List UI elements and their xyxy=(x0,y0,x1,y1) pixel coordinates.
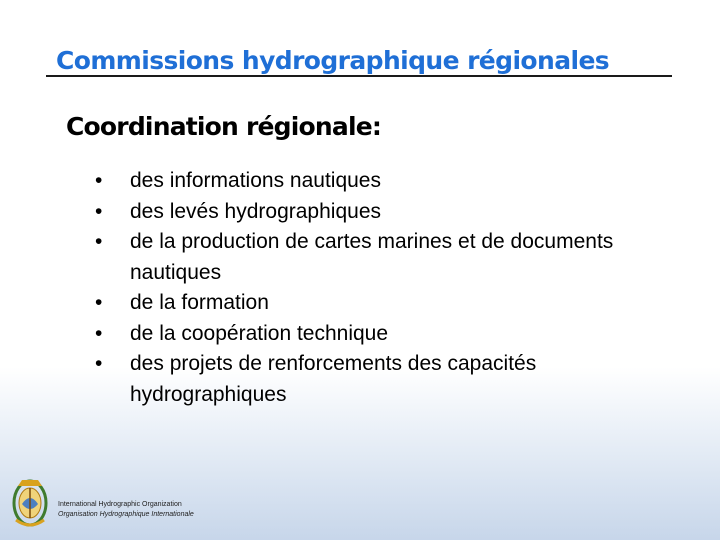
list-item xyxy=(92,166,652,197)
bullet-text: des projets de renforcements des capacités hydrographiques xyxy=(130,352,537,406)
bullet-marker: • xyxy=(95,230,103,253)
list-item xyxy=(92,197,652,228)
bullet-marker: • xyxy=(95,199,103,223)
list-item xyxy=(92,288,652,319)
list-item xyxy=(92,349,652,410)
footer-org-fr: Organisation Hydrographique Internationale xyxy=(58,511,194,518)
footer-org-text xyxy=(58,500,194,520)
list-item xyxy=(92,319,652,350)
slide-title: Commissions hydrographique régionales xyxy=(56,46,610,75)
bullet-marker: • xyxy=(95,291,103,314)
bullet-marker: • xyxy=(95,169,103,192)
bullet-text: des levés hydrographiques xyxy=(130,199,381,223)
bullet-text: de la formation xyxy=(130,291,269,314)
bullet-marker: • xyxy=(95,321,103,345)
bullet-text: des informations nautiques xyxy=(130,169,381,192)
list-item xyxy=(92,227,652,288)
bullet-text: de la production de cartes marines et de documents nautiques xyxy=(130,230,614,284)
iho-emblem-icon xyxy=(8,474,52,532)
bullet-marker: • xyxy=(95,352,103,375)
title-underline xyxy=(46,75,672,77)
bullet-list xyxy=(92,166,652,410)
slide-subtitle: Coordination régionale: xyxy=(66,112,382,141)
footer-org-en: International Hydrographic Organization xyxy=(58,501,182,508)
bullet-text: de la coopération technique xyxy=(130,321,389,345)
